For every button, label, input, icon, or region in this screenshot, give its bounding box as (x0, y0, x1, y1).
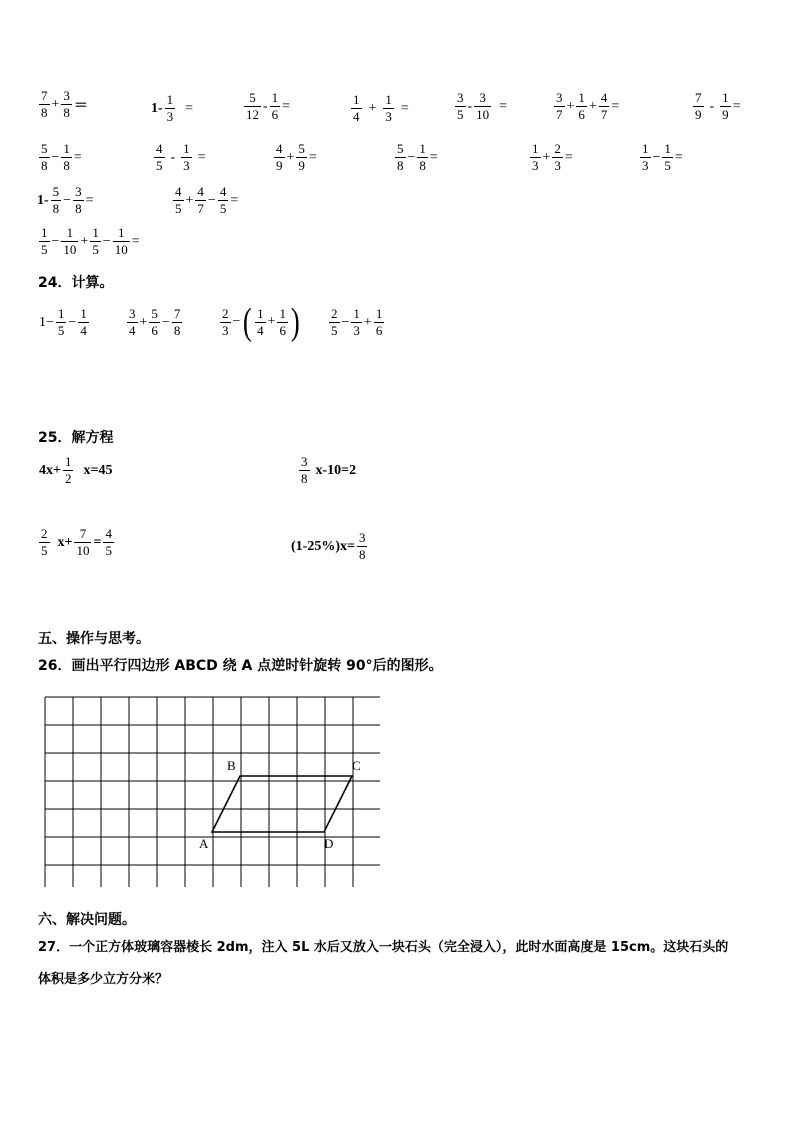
fraction: $\frac{2}{3}$ (554, 141, 561, 173)
operator: − (207, 192, 216, 208)
expr-text: 1- (37, 192, 49, 208)
fraction: $\frac{1}{6}$ (578, 90, 585, 122)
equals-sign: = (185, 100, 194, 116)
fraction: $\frac{3}{7}$ (556, 90, 563, 122)
equals-sign: = (308, 149, 317, 165)
fraction: $\frac{3}{5}$ (457, 90, 464, 122)
vertex-label-c: C (352, 758, 361, 773)
expr-r1-6 (553, 90, 620, 123)
operator: + (588, 98, 597, 114)
fraction: $\frac{1}{6}$ (271, 90, 279, 122)
operator: + (542, 149, 551, 165)
operator: + (363, 314, 372, 330)
fraction: $\frac{1}{10}$ (114, 225, 128, 257)
vertex-label-a: A (199, 836, 209, 851)
fraction: $\frac{4}{7}$ (197, 184, 204, 216)
fraction: $\frac{1}{5}$ (92, 225, 99, 257)
q24-expr-2 (126, 306, 183, 339)
fraction: $\frac{1}{4}$ (257, 305, 264, 338)
equals-sign: = (85, 192, 94, 208)
fraction: $\frac{4}{9}$ (276, 141, 283, 173)
equals-sign: = (611, 98, 620, 114)
expr-text: 1− (39, 314, 54, 330)
operator: − (341, 314, 350, 330)
equals-sign: = (400, 100, 409, 116)
expr-r2-3 (273, 141, 318, 174)
fraction: $\frac{1}{3}$ (642, 141, 649, 173)
fraction: $\frac{4}{5}$ (156, 141, 163, 173)
fraction: $\frac{2}{5}$ (331, 306, 338, 338)
operator: − (161, 314, 170, 330)
fraction: $\frac{1}{3}$ (166, 92, 174, 124)
operator: − (51, 233, 60, 249)
operator: - (263, 98, 268, 114)
fraction: $\frac{5}{12}$ (246, 90, 259, 122)
fraction: $\frac{5}{8}$ (52, 184, 60, 216)
operator: - (467, 98, 473, 114)
fraction: $\frac{1}{3}$ (353, 306, 360, 338)
fraction: $\frac{7}{8}$ (173, 306, 181, 338)
equals-sign: = (93, 534, 102, 550)
expr-text: 4x+ (39, 462, 61, 478)
operator: + (139, 314, 148, 330)
expr-r2-5 (529, 141, 574, 174)
expr-r2-4 (394, 141, 439, 174)
fraction: $\frac{5}{9}$ (298, 141, 305, 173)
expr-r1-1 (38, 88, 89, 121)
operator: − (51, 149, 60, 165)
expr-text: (1-25%)x= (291, 538, 355, 554)
fraction: $\frac{1}{8}$ (419, 141, 426, 173)
fraction: $\frac{2}{5}$ (41, 526, 48, 558)
equals-sign: = (197, 149, 206, 165)
right-paren: ) (290, 301, 300, 343)
q25-eq-2 (298, 454, 357, 487)
fraction: $\frac{4}{5}$ (219, 184, 227, 216)
expr-r1-5 (454, 90, 508, 123)
vertex-label-d: D (324, 836, 334, 851)
fraction: $\frac{4}{5}$ (175, 184, 182, 216)
operator: − (102, 233, 111, 249)
operator: − (652, 149, 661, 165)
equals-sign: = (732, 98, 741, 114)
fraction: $\frac{7}{8}$ (41, 88, 48, 120)
operator: − (68, 314, 77, 330)
operator: − (407, 149, 416, 165)
grid-figure (44, 696, 380, 887)
section5-title: 五、操作与思考。 (38, 631, 150, 647)
fraction: $\frac{1}{5}$ (41, 225, 48, 257)
equals-sign: = (73, 149, 82, 165)
fraction: $\frac{1}{2}$ (64, 454, 72, 486)
equals-sign: = (282, 98, 291, 114)
fraction: $\frac{7}{9}$ (695, 90, 702, 122)
fraction: $\frac{1}{4}$ (353, 92, 360, 124)
q27-text-line2: 体积是多少立方分米？ (38, 972, 169, 987)
fraction: $\frac{1}{6}$ (375, 306, 383, 338)
fraction: $\frac{1}{4}$ (80, 306, 87, 338)
operator: − (63, 192, 72, 208)
fraction: $\frac{1}{3}$ (532, 141, 539, 173)
equals-sign: ＝ (73, 98, 88, 114)
fraction: $\frac{1}{10}$ (63, 225, 77, 257)
q24-expr-4 (328, 306, 385, 339)
vertex-label-b: B (227, 758, 236, 773)
expr-r2-2 (153, 141, 207, 174)
operator: + (368, 100, 377, 116)
fraction: $\frac{1}{5}$ (57, 306, 65, 338)
q26-title: 26．画出平行四边形 ABCD 绕 A 点逆时针旋转 90°后的图形。 (38, 658, 443, 674)
equals-sign: = (674, 149, 683, 165)
section6-title: 六、解决问题。 (38, 912, 136, 928)
parallelogram-abcd (212, 776, 352, 832)
expr-r1-7 (692, 90, 742, 123)
q25-eq-4 (290, 530, 368, 563)
fraction: $\frac{5}{8}$ (41, 141, 48, 173)
operator: − (232, 314, 241, 329)
fraction: $\frac{5}{8}$ (397, 141, 404, 173)
q25-title: 25．解方程 (38, 430, 114, 446)
fraction: $\frac{3}{10}$ (476, 90, 490, 122)
operator: - (170, 149, 176, 165)
equals-sign: = (230, 192, 239, 208)
q27-text-line1: 27．一个正方体玻璃容器棱长 2dm，注入 5L 水后又放入一块石头（完全浸入），此时水面高度是 15cm。这块石头的 (38, 940, 729, 955)
operator: + (185, 192, 194, 208)
expr-r1-2 (150, 92, 194, 125)
equals-sign: = (429, 149, 438, 165)
expr-text: x+ (57, 534, 73, 550)
fraction: $\frac{1}{9}$ (722, 90, 729, 122)
fraction: $\frac{1}{6}$ (279, 305, 286, 338)
expr-r1-4 (350, 92, 410, 125)
fraction: $\frac{1}{8}$ (63, 141, 70, 173)
fraction: $\frac{5}{6}$ (151, 306, 158, 338)
fraction: $\frac{3}{8}$ (75, 184, 82, 216)
expr-r2-1 (38, 141, 83, 174)
q24-title: 24．计算。 (38, 275, 114, 291)
fraction: $\frac{1}{5}$ (664, 141, 671, 173)
q25-eq-3 (38, 526, 115, 559)
equals-sign: = (499, 98, 508, 114)
expr-r3-1 (36, 184, 94, 217)
fraction: $\frac{1}{3}$ (385, 92, 392, 124)
q25-eq-1 (38, 454, 113, 487)
expr-text: x-10=2 (315, 462, 357, 478)
expr-r3-2 (172, 184, 239, 217)
operator: + (267, 314, 276, 329)
operator: + (51, 96, 60, 112)
operator: - (709, 98, 715, 114)
fraction: $\frac{1}{3}$ (183, 141, 190, 173)
expr-r2-6 (639, 141, 684, 174)
fraction: $\frac{3}{8}$ (358, 530, 366, 562)
q24-expr-3 (219, 303, 302, 341)
fraction: $\frac{4}{7}$ (600, 90, 608, 122)
operator: + (286, 149, 295, 165)
expr-r1-3 (243, 90, 291, 123)
fraction: $\frac{3}{8}$ (301, 454, 308, 486)
fraction: $\frac{2}{3}$ (222, 305, 229, 338)
fraction: $\frac{3}{4}$ (129, 306, 136, 338)
left-paren: ( (243, 301, 253, 343)
operator: + (80, 233, 89, 249)
q24-expr-1 (38, 306, 90, 339)
fraction: $\frac{7}{10}$ (76, 526, 90, 558)
expr-text: 1- (151, 100, 163, 116)
fraction: $\frac{3}{8}$ (63, 88, 70, 120)
fraction: $\frac{4}{5}$ (105, 526, 112, 558)
operator: + (566, 98, 575, 114)
equals-sign: = (131, 233, 140, 249)
equals-sign: = (564, 149, 573, 165)
expr-r4-1 (38, 225, 141, 258)
expr-text: x=45 (83, 462, 113, 478)
